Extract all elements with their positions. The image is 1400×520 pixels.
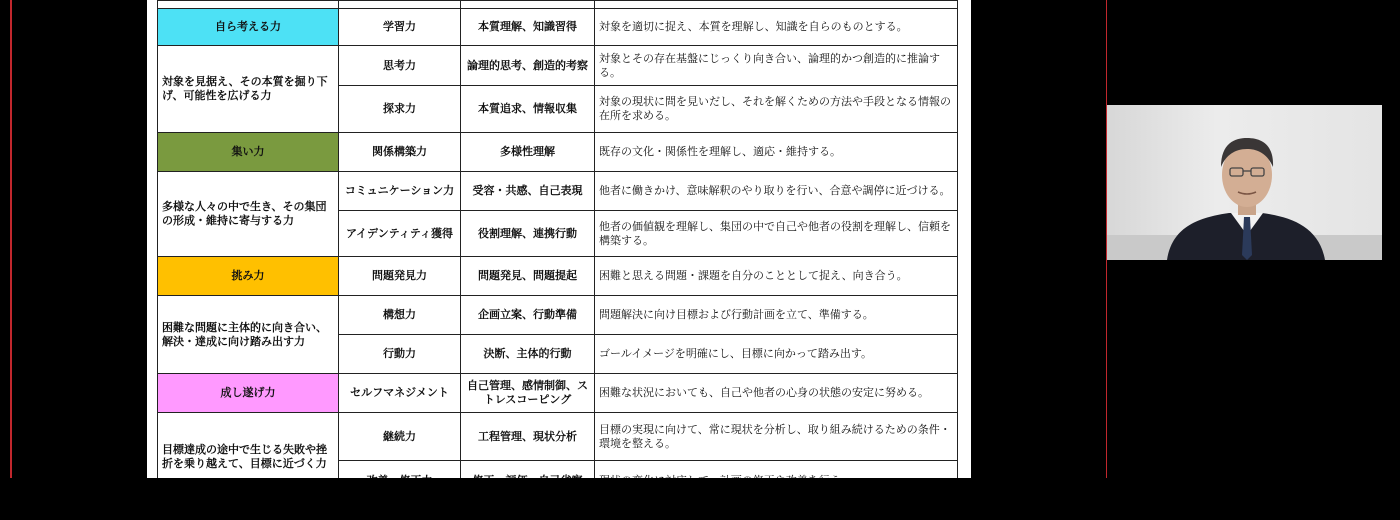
subskill-cell: 学習力: [339, 9, 461, 46]
subskill-cell: 探求力: [339, 86, 461, 133]
left-screen-border: [10, 0, 12, 478]
group-description-cell: 対象を見据え、その本質を掘り下げ、可能性を広げる力: [158, 46, 339, 133]
keyword-cell: 多様性理解: [461, 133, 595, 172]
description-cell: 他者の価値観を理解し、集団の中で自己や他者の役割を理解し、信頼を構築する。: [595, 211, 958, 257]
keyword-cell: 本質追求、情報収集: [461, 86, 595, 133]
table-row: [158, 413, 958, 461]
table-row: [158, 257, 958, 296]
table-row: [158, 46, 958, 86]
table-row: [158, 133, 958, 172]
keyword-cell: 本質理解、知識習得: [461, 9, 595, 46]
description-cell: 目標の実現に向けて、常に現状を分析し、取り組み続けるための条件・環境を整える。: [595, 413, 958, 461]
subskill-cell: アイデンティティ獲得: [339, 211, 461, 257]
description-cell: 既存の文化・関係性を理解し、適応・維持する。: [595, 133, 958, 172]
description-cell: 困難と思える問題・課題を自分のこととして捉え、向き合う。: [595, 257, 958, 296]
description-cell: 困難な状況においても、自己や他者の心身の状態の安定に努める。: [595, 374, 958, 413]
keyword-cell: 受容・共感、自己表現: [461, 172, 595, 211]
description-cell: 問題解決に向け目標および行動計画を立て、準備する。: [595, 296, 958, 335]
keyword-cell: 自己管理、感情制御、ストレスコーピング: [461, 374, 595, 413]
description-cell: ゴールイメージを明確にし、目標に向かって踏み出す。: [595, 335, 958, 374]
keyword-cell: 決断、主体的行動: [461, 335, 595, 374]
subskill-cell: 問題発見力: [339, 257, 461, 296]
subskill-cell: 関係構築力: [339, 133, 461, 172]
shared-screen: [147, 0, 971, 478]
category-cell: 挑み力: [158, 257, 339, 296]
description-cell: 他者に働きかけ、意味解釈のやり取りを行い、合意や調停に近づける。: [595, 172, 958, 211]
subskill-cell: 構想力: [339, 296, 461, 335]
table-row: [158, 172, 958, 211]
description-cell: 対象の現状に問を見いだし、それを解くための方法や手段となる情報の在所を求める。: [595, 86, 958, 133]
description-cell: 対象を適切に捉え、本質を理解し、知識を自らのものとする。: [595, 9, 958, 46]
group-description-cell: 困難な問題に主体的に向き合い、解決・達成に向け踏み出す力: [158, 296, 339, 374]
participant-video[interactable]: [1107, 105, 1382, 260]
subskill-cell: セルフマネジメント: [339, 374, 461, 413]
subskill-cell: コミュニケーション力: [339, 172, 461, 211]
group-description-cell: 多様な人々の中で生き、その集団の形成・維持に寄与する力: [158, 172, 339, 257]
bottom-toolbar-area: [0, 478, 1400, 520]
subskill-cell: 継続力: [339, 413, 461, 461]
keyword-cell: 企画立案、行動準備: [461, 296, 595, 335]
table-row: [158, 9, 958, 46]
keyword-cell: 問題発見、問題提起: [461, 257, 595, 296]
keyword-cell: 工程管理、現状分析: [461, 413, 595, 461]
subskill-cell: 行動力: [339, 335, 461, 374]
keyword-cell: 論理的思考、創造的考察: [461, 46, 595, 86]
speaker-silhouette: [1107, 105, 1382, 260]
category-cell: 自ら考える力: [158, 9, 339, 46]
table-row: [158, 296, 958, 335]
keyword-cell: 役割理解、連携行動: [461, 211, 595, 257]
group-description-cell: 目標達成の途中で生じる失敗や挫折を乗り越えて、目標に近づく力: [158, 413, 339, 501]
subskill-cell: 思考力: [339, 46, 461, 86]
competency-table: [157, 0, 958, 501]
category-cell: 成し遂げ力: [158, 374, 339, 413]
table-row: [158, 374, 958, 413]
shared-screen-margin: [971, 0, 1106, 478]
category-cell: 集い力: [158, 133, 339, 172]
description-cell: 対象とその存在基盤にじっくり向き合い、論理的かつ創造的に推論する。: [595, 46, 958, 86]
table-row-top: [158, 1, 958, 9]
